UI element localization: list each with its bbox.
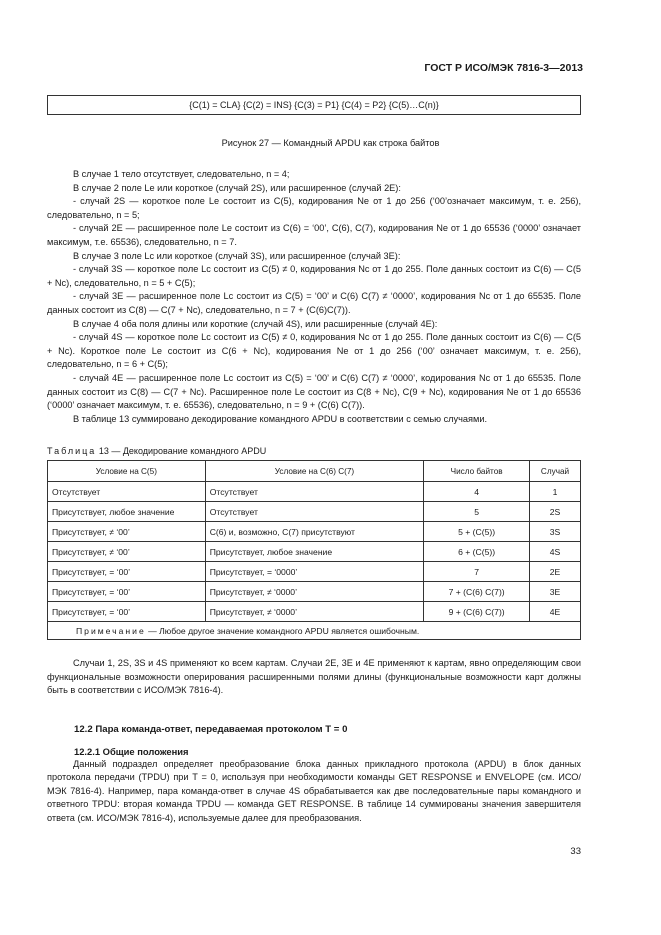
case-2e: - случай 2E — расширенное поле Le состоит из C(6) = ‘00’, C(6), C(7), кодирования Ne от 1 до 65536 (‘0000’ означает максимум, т.е. 65536), следовательно, n = 7. (47, 223, 581, 247)
cases-text (47, 168, 581, 426)
case-2s: - случай 2S — короткое поле Le состоит из C(5), кодирования Ne от 1 до 256 (‘00’означает максимум, т. е. 256), следовательно, n = 5; (47, 196, 581, 220)
table-note (48, 622, 581, 640)
table-cell: Присутствует, ≠ ‘0000’ (205, 582, 424, 602)
table-cell: 7 + (C(6) C(7)) (424, 582, 530, 602)
case-4: В случае 4 оба поля длины или короткие (случай 4S), или расширенные (случай 4E): (73, 318, 438, 329)
table-cell: Присутствует, ≠ ‘00’ (48, 542, 206, 562)
table-header-row (48, 461, 581, 482)
table-cell: Присутствует, ≠ ‘0000’ (205, 602, 424, 622)
table-cell: Присутствует, любое значение (205, 542, 424, 562)
table-row (48, 562, 581, 582)
table-cell: 5 + (C(5)) (424, 522, 530, 542)
table-caption-text: 13 — Декодирование командного APDU (98, 446, 267, 456)
table-row (48, 482, 581, 502)
note-text: — Любое другое значение командного APDU является ошибочным. (148, 625, 420, 636)
table-row (48, 542, 581, 562)
table-row (48, 602, 581, 622)
header-cell: Условие на C(5) (48, 461, 206, 482)
table-cell: 4 (424, 482, 530, 502)
table-cell: 6 + (C(5)) (424, 542, 530, 562)
table-cell: 3S (530, 522, 581, 542)
table-cell: 3E (530, 582, 581, 602)
table-cell: Присутствует, = ‘0000’ (205, 562, 424, 582)
section-paragraph: Данный подраздел определяет преобразование блока данных прикладного протокола (APDU) в блок данных протокола передачи (TPDU) при T = 0, используя при необходимости команды GET RESPONSE и ENVELOPE (см. ИСО/МЭК 7816-4). Например, пара команда-ответ в случае 4S обрабатывается как две последовательные пары командного и ответного TPDU: вторая команда TPDU — команда GET RESPONSE. В таблице 14 суммированы значения завершителя ответа (см. ИСО/МЭК 7816-4), используемые далее для преобразования. (47, 759, 581, 823)
header-cell: Число байтов (424, 461, 530, 482)
case-4e: - случай 4E — расширенное поле Lc состоит из C(5) = ‘00’ и C(6) C(7) ≠ ‘0000’, кодирования Nc от 1 до 65535. Поле данных состоит из C(8) — C(7 + Nc). Расширенное поле Le состоит из C(8 + Nc), C(9 + Nc), кодирования Ne от 1 до 65536 (‘0000’ означает максимум, т. е. 65536), следовательно, n = 9 + (C(6) C(7)). (47, 372, 581, 411)
table-cell: 1 (530, 482, 581, 502)
case-3e: - случай 3E — расширенное поле Lc состоит из C(5) = ‘00’ и C(6) C(7) ≠ ‘0000’, кодирования Nc от 1 до 65535. Поле данных состоит из C(8) — C(7 + Nc), следовательно, n = 7 + (C(6)C(7)). (47, 291, 581, 315)
after-table-paragraph: Случаи 1, 2S, 3S и 4S применяют ко всем картам. Случаи 2E, 3E и 4E применяют к картам, явно определяющим свои функциональные возможности оперирования расширенными полями длины (функциональные возможности карт должны быть в соответствии с ИСО/МЭК 7816-4). (47, 658, 581, 696)
table-cell: Присутствует, = ‘00’ (48, 582, 206, 602)
figure-caption: Рисунок 27 — Командный APDU как строка байтов (221, 138, 440, 148)
table-cell: Присутствует, любое значение (48, 502, 206, 522)
case-3: В случае 3 поле Lc или короткое (случай 3S), или расширенное (случай 3E): (73, 250, 401, 261)
header-cell: Случай (530, 461, 581, 482)
document-header: ГОСТ Р ИСО/МЭК 7816-3—2013 (424, 62, 583, 74)
table-cell: 5 (424, 502, 530, 522)
table-cell: Присутствует, = ‘00’ (48, 562, 206, 582)
section-text (47, 758, 581, 825)
case-1: В случае 1 тело отсутствует, следовательно, n = 4; (73, 169, 290, 179)
case-2: В случае 2 поле Le или короткое (случай 2S), или расширенное (случай 2E): (73, 182, 401, 193)
table-cell: 2E (530, 562, 581, 582)
header-cell: Условие на C(6) C(7) (205, 461, 424, 482)
table-cell: 4S (530, 542, 581, 562)
table-caption (47, 446, 266, 456)
page-number: 33 (570, 846, 581, 857)
table-row (48, 502, 581, 522)
table-caption-prefix: Таблица (47, 446, 97, 456)
table-cell: 2S (530, 502, 581, 522)
apdu-formula-box: {C(1) = CLA} {C(2) = INS} {C(3) = P1} {C(4) = P2} {C(5)…C(n)} (47, 95, 581, 115)
table-cell: Отсутствует (205, 502, 424, 522)
table-note-row (48, 622, 581, 640)
note-prefix: Примечание (76, 625, 146, 636)
section-heading: 12.2 Пара команда-ответ, передаваемая протоколом T = 0 (74, 724, 348, 735)
table-cell: Отсутствует (48, 482, 206, 502)
table-cell: Присутствует, = ‘00’ (48, 602, 206, 622)
table-cell: 9 + (C(6) C(7)) (424, 602, 530, 622)
table-cell: Присутствует, ≠ ‘00’ (48, 522, 206, 542)
table-cell: C(6) и, возможно, C(7) присутствуют (205, 522, 424, 542)
table-cell: 7 (424, 562, 530, 582)
after-table-text (47, 657, 581, 698)
decoding-table (47, 460, 581, 640)
subsection-heading: 12.2.1 Общие положения (74, 746, 189, 757)
table-row (48, 522, 581, 542)
table-row (48, 582, 581, 602)
summary-line: В таблице 13 суммировано декодирование командного APDU в соответствии с семью случаями. (73, 413, 488, 424)
table-cell: Отсутствует (205, 482, 424, 502)
case-3s: - случай 3S — короткое поле Lc состоит из C(5) ≠ 0, кодирования Nc от 1 до 255. Поле данных состоит из C(6) — C(5 + Nc), следовательно, n = 5 + C(5); (47, 264, 581, 288)
table-cell: 4E (530, 602, 581, 622)
case-4s: - случай 4S — короткое поле Lc состоит из C(5) ≠ 0, кодирования Nc от 1 до 255. Поле данных состоит из C(6) — C(5 + Nc). Короткое поле Le состоит из C(6 + Nc), кодирования Ne от 1 до 256 (‘00’ означает максимум, т. е. 256), следовательно, n = 6 + C(5); (47, 332, 581, 370)
